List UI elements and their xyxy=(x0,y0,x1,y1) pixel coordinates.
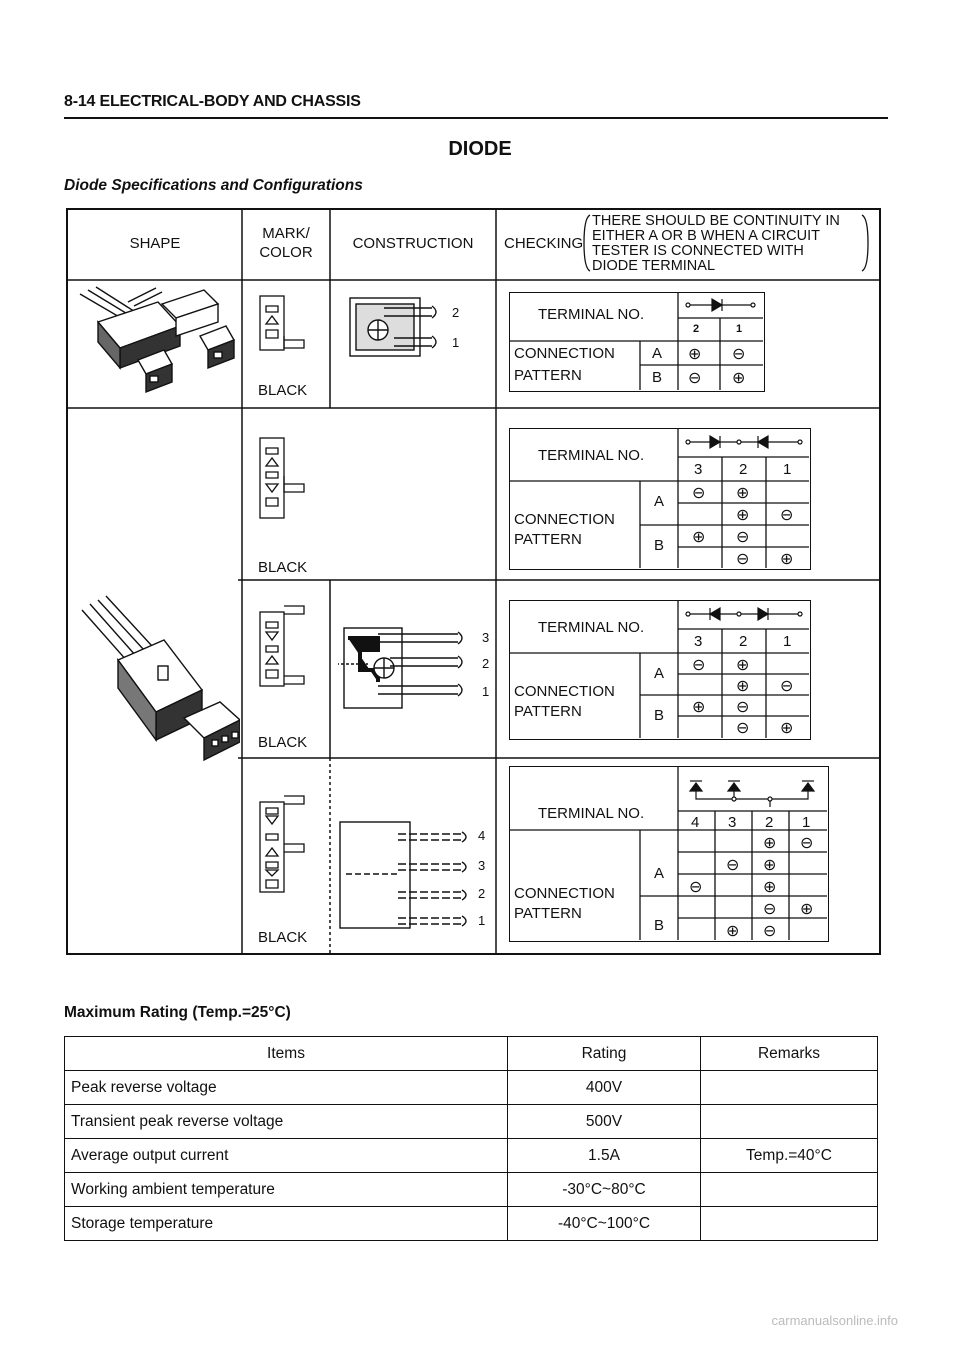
pattern-a-row2: A xyxy=(654,493,665,510)
connection-label-row3: CONNECTION xyxy=(514,683,615,700)
pin-1-row4: 1 xyxy=(802,814,811,831)
table-header-row xyxy=(65,1037,878,1071)
terminal-no-label-row4: TERMINAL NO. xyxy=(538,805,645,822)
rating-cell: 1.5A xyxy=(508,1139,701,1173)
pattern-a-row1: A xyxy=(652,345,663,362)
header-construction: CONSTRUCTION xyxy=(352,235,474,252)
rating-cell: 500V xyxy=(508,1105,701,1139)
construction-pin-1: 1 xyxy=(478,913,486,928)
table-row xyxy=(65,1071,878,1105)
plus-symbol: ⊕ xyxy=(692,699,706,716)
connection-label-row4: CONNECTION xyxy=(514,885,615,902)
minus-symbol: ⊖ xyxy=(763,901,777,918)
plus-symbol: ⊕ xyxy=(692,529,706,546)
remarks-cell: Temp.=40°C xyxy=(701,1139,878,1173)
pattern-box-row4 xyxy=(509,766,829,942)
terminal-no-label-row2: TERMINAL NO. xyxy=(538,447,645,464)
pattern-label-row3: PATTERN xyxy=(514,703,582,720)
pattern-label-row2: PATTERN xyxy=(514,531,582,548)
note-line-3: TESTER IS CONNECTED WITH xyxy=(592,243,804,259)
pin-2-row1: 2 xyxy=(693,323,700,335)
pattern-a-row3: A xyxy=(654,665,665,682)
plus-symbol: ⊕ xyxy=(763,879,777,896)
construction-pin-1: 1 xyxy=(452,335,460,350)
plus-symbol: ⊕ xyxy=(763,857,777,874)
pattern-label-row1: PATTERN xyxy=(514,367,582,384)
pin-3-row3: 3 xyxy=(694,633,703,650)
minus-symbol: ⊖ xyxy=(692,485,706,502)
minus-symbol: ⊖ xyxy=(763,923,777,940)
rating-cell: -40°C~100°C xyxy=(508,1207,701,1241)
plus-symbol: ⊕ xyxy=(763,835,777,852)
page-title: DIODE xyxy=(448,138,512,160)
col-header-items: Items xyxy=(65,1037,508,1071)
connector-shape-2pin xyxy=(68,282,240,406)
header-rule xyxy=(64,117,888,119)
item-cell: Peak reverse voltage xyxy=(65,1071,508,1105)
pattern-b-row4: B xyxy=(654,917,665,934)
minus-symbol: ⊖ xyxy=(736,551,750,568)
minus-symbol: ⊖ xyxy=(732,346,746,363)
pin-3-row2: 3 xyxy=(694,461,703,478)
remarks-cell xyxy=(701,1071,878,1105)
plus-symbol: ⊕ xyxy=(780,720,794,737)
construction-pin-3: 3 xyxy=(478,858,486,873)
pattern-box-row2 xyxy=(509,428,811,570)
remarks-cell xyxy=(701,1207,878,1241)
note-line-1: THERE SHOULD BE CONTINUITY IN xyxy=(592,213,840,229)
watermark: carmanualsonline.info xyxy=(771,1313,898,1328)
table-row xyxy=(65,1207,878,1241)
plus-symbol: ⊕ xyxy=(726,923,740,940)
page-header: 8-14 ELECTRICAL-BODY AND CHASSIS xyxy=(64,93,361,110)
construction-pin-2: 2 xyxy=(482,656,490,671)
plus-symbol: ⊕ xyxy=(736,485,750,502)
minus-symbol: ⊖ xyxy=(736,699,750,716)
minus-symbol: ⊖ xyxy=(692,657,706,674)
pin-1-row2: 1 xyxy=(783,461,792,478)
pin-3-row4: 3 xyxy=(728,814,737,831)
table-row xyxy=(65,1105,878,1139)
header-checking: CHECKING xyxy=(504,235,584,252)
pattern-a-row4: A xyxy=(654,865,665,882)
pattern-box-row3 xyxy=(509,600,811,740)
plus-symbol: ⊕ xyxy=(736,507,750,524)
color-label-row1: BLACK xyxy=(258,382,308,399)
header-mark: MARK/ xyxy=(262,225,310,242)
pin-2-row2: 2 xyxy=(739,461,748,478)
connection-label-row2: CONNECTION xyxy=(514,511,615,528)
minus-symbol: ⊖ xyxy=(689,879,703,896)
mark-symbol-3pin-b xyxy=(258,604,322,694)
note-line-4: DIODE TERMINAL xyxy=(592,258,716,274)
pattern-b-row2: B xyxy=(654,537,665,554)
pin-1-row1: 1 xyxy=(736,323,743,335)
item-cell: Storage temperature xyxy=(65,1207,508,1241)
table-row xyxy=(65,1139,878,1173)
note-line-2: EITHER A OR B WHEN A CIRCUIT xyxy=(592,228,821,244)
mark-symbol-3pin-a xyxy=(258,436,322,526)
pattern-box-row1 xyxy=(509,292,765,392)
checking-note xyxy=(582,212,870,274)
minus-symbol: ⊖ xyxy=(726,857,740,874)
terminal-no-label-row1: TERMINAL NO. xyxy=(538,306,645,323)
item-cell: Working ambient temperature xyxy=(65,1173,508,1207)
color-label-row4: BLACK xyxy=(258,929,308,946)
plus-symbol: ⊕ xyxy=(736,657,750,674)
remarks-cell xyxy=(701,1105,878,1139)
section-subtitle: Diode Specifications and Configurations xyxy=(64,177,363,194)
plus-symbol: ⊕ xyxy=(736,678,750,695)
connector-shape-multipin xyxy=(68,590,240,770)
plus-symbol: ⊕ xyxy=(780,551,794,568)
max-rating-table xyxy=(64,1036,878,1241)
construction-pin-3: 3 xyxy=(482,630,490,645)
pattern-b-row1: B xyxy=(652,369,663,386)
pin-2-row4: 2 xyxy=(765,814,774,831)
plus-symbol: ⊕ xyxy=(688,346,702,363)
max-rating-title: Maximum Rating (Temp.=25°C) xyxy=(64,1004,291,1021)
construction-pin-2: 2 xyxy=(478,886,486,901)
pin-2-row3: 2 xyxy=(739,633,748,650)
construction-pin-1: 1 xyxy=(482,684,490,699)
minus-symbol: ⊖ xyxy=(780,678,794,695)
mark-symbol-4pin xyxy=(258,794,322,898)
pattern-label-row4: PATTERN xyxy=(514,905,582,922)
color-label-row3: BLACK xyxy=(258,734,308,751)
plus-symbol: ⊕ xyxy=(732,370,746,387)
color-label-row2: BLACK xyxy=(258,559,308,576)
item-cell: Transient peak reverse voltage xyxy=(65,1105,508,1139)
pattern-b-row3: B xyxy=(654,707,665,724)
minus-symbol: ⊖ xyxy=(736,720,750,737)
col-header-remarks: Remarks xyxy=(701,1037,878,1071)
header-color: COLOR xyxy=(259,244,313,261)
connection-label-row1: CONNECTION xyxy=(514,345,615,362)
header-shape: SHAPE xyxy=(129,235,181,252)
construction-pin-4: 4 xyxy=(478,828,486,843)
pin-4-row4: 4 xyxy=(691,814,700,831)
construction-4pin xyxy=(338,816,478,936)
remarks-cell xyxy=(701,1173,878,1207)
construction-pin-2: 2 xyxy=(452,305,460,320)
minus-symbol: ⊖ xyxy=(736,529,750,546)
rating-cell: 400V xyxy=(508,1071,701,1105)
terminal-no-label-row3: TERMINAL NO. xyxy=(538,619,645,636)
diode-spec-table xyxy=(66,208,881,955)
minus-symbol: ⊖ xyxy=(688,370,702,387)
minus-symbol: ⊖ xyxy=(800,835,814,852)
minus-symbol: ⊖ xyxy=(780,507,794,524)
col-header-rating: Rating xyxy=(508,1037,701,1071)
pin-1-row3: 1 xyxy=(783,633,792,650)
plus-symbol: ⊕ xyxy=(800,901,814,918)
item-cell: Average output current xyxy=(65,1139,508,1173)
construction-3pin xyxy=(338,620,478,720)
table-row xyxy=(65,1173,878,1207)
mark-symbol-2pin xyxy=(258,294,322,358)
rating-cell: -30°C~80°C xyxy=(508,1173,701,1207)
